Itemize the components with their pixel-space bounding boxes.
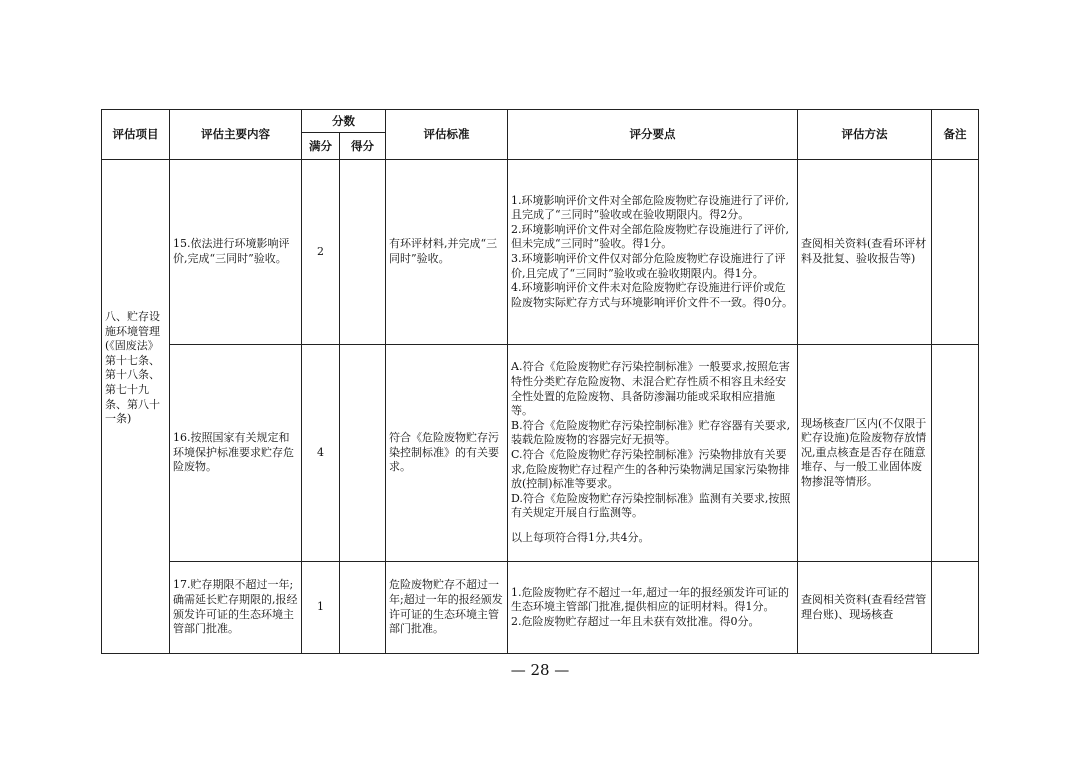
row-standard: 有环评材料,并完成“三同时”验收。 [386, 160, 508, 345]
header-points: 评分要点 [508, 110, 798, 160]
point-item: 2.环境影响评价文件对全部危险废物贮存设施进行了评价,但未完成“三同时”验收。得1分。 [511, 222, 789, 251]
row-content: 16.按照国家有关规定和环境保护标准要求贮存危险废物。 [170, 345, 302, 562]
point-item: 1.危险废物贮存不超过一年,超过一年的报经颁发许可证的生态环境主管部门批准,提供相应的证明材料。得1分。 [511, 585, 789, 614]
row-full-score: 4 [302, 345, 340, 562]
point-item: 2.危险废物贮存超过一年且未获有效批准。得0分。 [511, 614, 760, 628]
point-item: 1.环境影响评价文件对全部危险废物贮存设施进行了评价,且完成了“三同时”验收或在验收期限内。得2分。 [511, 193, 789, 222]
row-got-score [340, 345, 386, 562]
row-full-score: 1 [302, 562, 340, 654]
row-points [508, 160, 798, 345]
point-item: 3.环境影响评价文件仅对部分危险废物贮存设施进行了评价,且完成了“三同时”验收或在验收期限内。得1分。 [511, 252, 786, 280]
row-method: 现场核查厂区内(不仅限于贮存设施)危险废物存放情况,重点核查是否存在随意堆存、与一般工业固体废物掺混等情形。 [798, 345, 932, 562]
header-note: 备注 [932, 110, 979, 160]
table-row [102, 160, 979, 345]
row-note [932, 345, 979, 562]
header-method: 评估方法 [798, 110, 932, 160]
header-standard: 评估标准 [386, 110, 508, 160]
row-content: 17.贮存期限不超过一年;确需延长贮存期限的,报经颁发许可证的生态环境主管部门批准。 [170, 562, 302, 654]
point-item: D.符合《危险废物贮存污染控制标准》监测有关要求,按照有关规定开展自行监测等。 [511, 491, 791, 520]
row-content: 15.依法进行环境影响评价,完成“三同时”验收。 [170, 160, 302, 345]
header-score: 分数 [302, 110, 386, 133]
header-content: 评估主要内容 [170, 110, 302, 160]
header-full: 满分 [302, 133, 340, 160]
points-summary: 以上每项符合得1分,共4分。 [511, 530, 650, 544]
row-note [932, 160, 979, 345]
row-points [508, 345, 798, 562]
point-item: B.符合《危险废物贮存污染控制标准》贮存容器有关要求,装载危险废物的容器完好无损等。 [511, 418, 791, 447]
point-item: A.符合《危险废物贮存污染控制标准》一般要求,按照危害特性分类贮存危险废物、未混合贮存性质不相容且未经安全性处置的危险废物、具备防渗漏功能或采取相应措施等。 [511, 360, 790, 418]
point-item: 4.环境影响评价文件未对危险废物贮存设施进行评价或危险废物实际贮存方式与环境影响评价文件不一致。得0分。 [511, 281, 793, 309]
row-points [508, 562, 798, 654]
row-method: 查阅相关资料(查看环评材料及批复、验收报告等) [798, 160, 932, 345]
section-cell: 八、贮存设施环境管理(《固废法》第十七条、第十八条、第七十九条、第八十一条) [102, 160, 170, 654]
header-item: 评估项目 [102, 110, 170, 160]
row-got-score [340, 562, 386, 654]
point-item: C.符合《危险废物贮存污染控制标准》污染物排放有关要求,危险废物贮存过程产生的各种污染物满足国家污染物排放(控制)标准等要求。 [511, 448, 790, 491]
row-got-score [340, 160, 386, 345]
spacer [511, 521, 794, 531]
table-row [102, 562, 979, 654]
page-number: — 28 — [510, 661, 570, 679]
row-standard: 危险废物贮存不超过一年;超过一年的报经颁发许可证的生态环境主管部门批准。 [386, 562, 508, 654]
table-row [102, 345, 979, 562]
row-full-score: 2 [302, 160, 340, 345]
row-note [932, 562, 979, 654]
row-standard: 符合《危险废物贮存污染控制标准》的有关要求。 [386, 345, 508, 562]
header-got: 得分 [340, 133, 386, 160]
evaluation-table [101, 109, 979, 654]
row-method: 查阅相关资料(查看经营管理台账)、现场核查 [798, 562, 932, 654]
